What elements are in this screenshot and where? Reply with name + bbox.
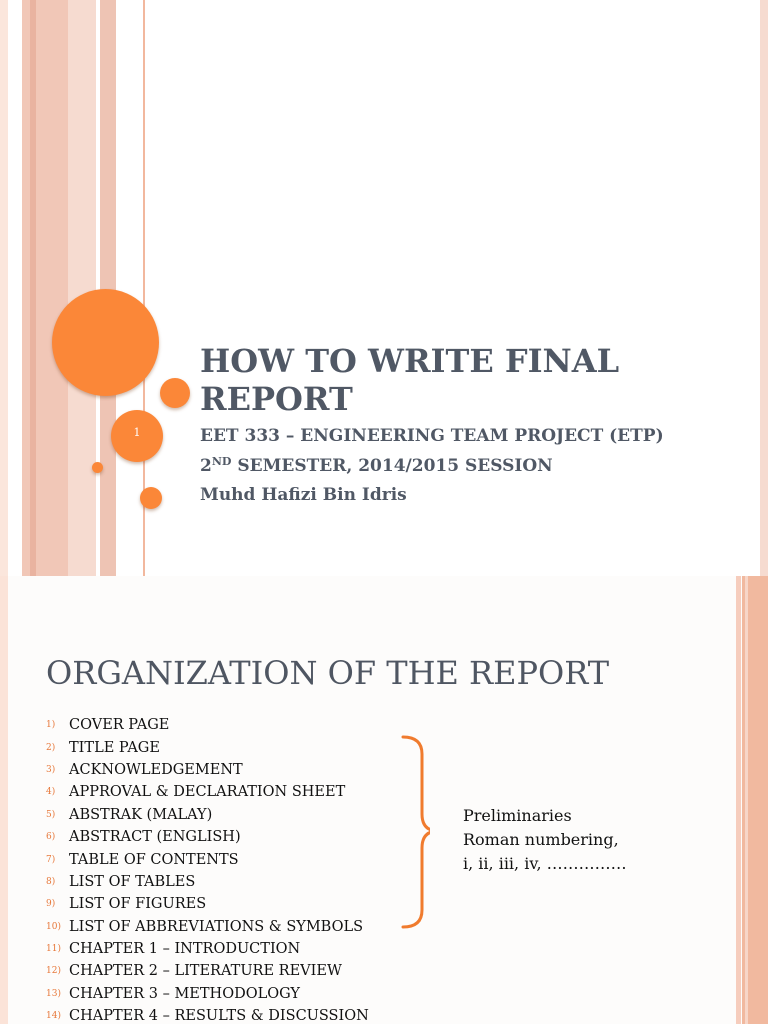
- list-item-number: 2): [46, 742, 56, 753]
- roman-numbering-note: Roman numbering,: [463, 830, 619, 849]
- list-item-number: 9): [46, 899, 56, 910]
- list-item-text: CHAPTER 4 – RESULTS & DISCUSSION: [69, 1008, 369, 1024]
- list-item-number: 12): [46, 966, 61, 977]
- decorative-circle: [140, 487, 162, 509]
- list-item-text: CHAPTER 3 – METHODOLOGY: [69, 985, 301, 1002]
- list-item-number: 11): [46, 944, 61, 955]
- list-item: [46, 781, 369, 803]
- list-item-text: LIST OF FIGURES: [69, 896, 207, 913]
- list-item-text: APPROVAL & DECLARATION SHEET: [69, 784, 346, 801]
- list-item-text: CHAPTER 2 – LITERATURE REVIEW: [69, 963, 342, 980]
- decorative-stripe: [22, 0, 68, 576]
- list-item-number: 3): [46, 764, 56, 775]
- list-item: [46, 893, 369, 915]
- list-item: [46, 826, 369, 848]
- list-item-number: 14): [46, 1011, 61, 1022]
- list-item: [46, 804, 369, 826]
- slide-number: 1: [133, 426, 141, 439]
- semester-session: SEMESTER, 2014/2015 SESSION: [231, 456, 553, 476]
- list-item-text: LIST OF ABBREVIATIONS & SYMBOLS: [69, 918, 364, 935]
- decorative-circle: [160, 378, 190, 408]
- list-item: [46, 848, 369, 870]
- list-item: [46, 1005, 369, 1024]
- report-sections-list: [46, 714, 369, 1024]
- list-item-number: 1): [46, 720, 56, 731]
- decorative-stripe: [736, 576, 741, 1024]
- list-item-text: LIST OF TABLES: [69, 873, 196, 890]
- list-item: [46, 983, 369, 1005]
- list-item: [46, 736, 369, 758]
- list-item: [46, 916, 369, 938]
- roman-numerals-example: i, ii, iii, iv, ……………: [463, 854, 627, 873]
- curly-brace-icon: [400, 734, 430, 934]
- list-item-number: 4): [46, 787, 56, 798]
- semester-ordinal-suffix: ND: [211, 455, 232, 468]
- decorative-stripe: [0, 0, 8, 576]
- decorative-stripe: [68, 0, 96, 576]
- decorative-stripe: [745, 576, 748, 1024]
- author-name: Muhd Hafizi Bin Idris: [200, 485, 407, 505]
- list-item-number: 7): [46, 854, 56, 865]
- list-item: [46, 938, 369, 960]
- decorative-stripe: [100, 0, 116, 576]
- list-item-number: 5): [46, 809, 56, 820]
- list-item-text: COVER PAGE: [69, 717, 170, 734]
- list-item: [46, 714, 369, 736]
- list-item: [46, 759, 369, 781]
- list-item-text: CHAPTER 1 – INTRODUCTION: [69, 941, 301, 958]
- list-item-number: 13): [46, 988, 61, 999]
- list-item: [46, 960, 369, 982]
- slide-title: ORGANIZATION OF THE REPORT: [46, 654, 610, 692]
- decorative-stripe: [0, 576, 8, 1024]
- semester-number: 2: [200, 456, 212, 476]
- list-item: [46, 871, 369, 893]
- list-item-text: TITLE PAGE: [69, 739, 160, 756]
- list-item-number: 10): [46, 921, 61, 932]
- decorative-stripe: [760, 0, 768, 576]
- slide-title: HOW TO WRITE FINAL REPORT: [200, 342, 620, 418]
- preliminaries-note: Preliminaries: [463, 806, 572, 825]
- list-item-text: ACKNOWLEDGEMENT: [69, 761, 243, 778]
- decorative-stripe: [30, 0, 36, 576]
- list-item-number: 6): [46, 832, 56, 843]
- list-item-number: 8): [46, 876, 56, 887]
- decorative-circle: [92, 462, 103, 473]
- list-item-text: ABSTRAK (MALAY): [69, 806, 213, 823]
- list-item-text: ABSTRACT (ENGLISH): [69, 829, 241, 846]
- course-subtitle: EET 333 – ENGINEERING TEAM PROJECT (ETP): [200, 426, 664, 446]
- semester-subtitle: [200, 455, 553, 476]
- organization-slide: [0, 576, 768, 1024]
- decorative-circle: [52, 289, 159, 396]
- list-item-text: TABLE OF CONTENTS: [69, 851, 239, 868]
